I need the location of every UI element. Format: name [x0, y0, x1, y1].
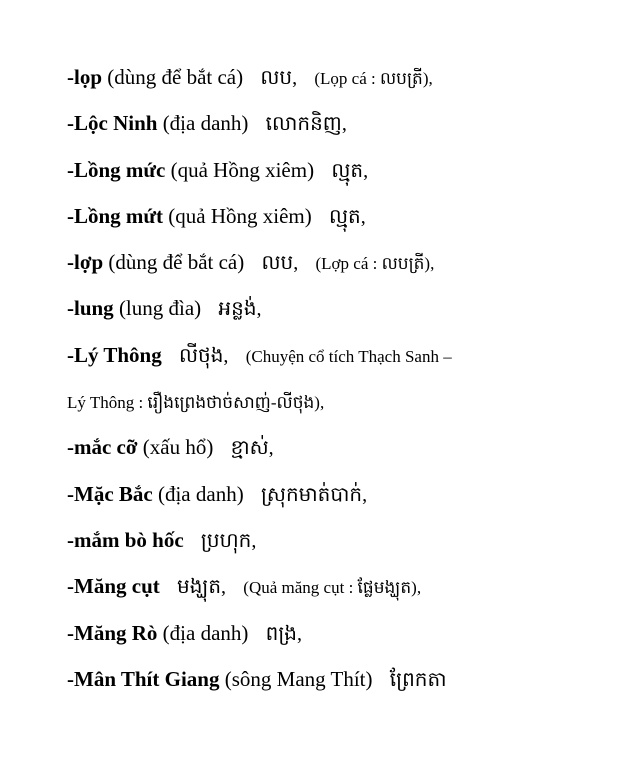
- entry-khmer: លប,: [261, 252, 299, 275]
- entry-headword: -Lồng mứt: [67, 203, 164, 228]
- entry-example: (Lợp cá : លបត្រី),: [315, 254, 435, 274]
- entry-gloss: (sông Mang Thít): [224, 666, 373, 691]
- entry-khmer: លោកនិញ,: [265, 113, 347, 136]
- entry-headword: -Mân Thít Giang: [67, 666, 220, 691]
- entry-khmer: មង្ឃុត,: [177, 576, 227, 599]
- entry-gloss: (địa danh): [157, 481, 244, 506]
- entry-headword: -lợp: [67, 250, 104, 275]
- entry-mac-co: [67, 428, 607, 474]
- entry-headword: -lung: [67, 296, 114, 321]
- entry-gloss: (xấu hổ): [142, 435, 214, 460]
- entry-ly-thong: [67, 336, 607, 382]
- entry-khmer: ល្មុត,: [331, 159, 369, 182]
- entry-lop: [67, 58, 607, 104]
- entry-khmer: ប្រហុក,: [200, 529, 257, 552]
- entry-headword: -Lồng mức: [67, 157, 166, 182]
- entry-mac-bac: [67, 475, 607, 521]
- entry-example: (Chuyện cổ tích Thạch Sanh –: [245, 346, 452, 366]
- entry-lung: [67, 289, 607, 335]
- entry-khmer: ព្រែកតា: [389, 668, 447, 691]
- entry-headword: -mắc cỡ: [67, 435, 138, 460]
- entry-khmer: លប,: [260, 67, 298, 89]
- dictionary-page: [67, 58, 607, 706]
- entry-khmer: អន្លង់,: [218, 298, 262, 321]
- entry-headword: -Măng cụt: [67, 574, 160, 599]
- entry-headword: -Lý Thông: [67, 342, 162, 367]
- entry-man-thit-giang: [67, 660, 607, 706]
- entry-gloss: (dùng để bắt cá): [108, 250, 245, 275]
- entry-khmer: ខ្មាស់,: [230, 437, 274, 460]
- entry-headword: -Măng Rò: [67, 620, 158, 645]
- entry-mang-cut: [67, 567, 607, 613]
- entry-ly-thong-continued: [67, 382, 607, 428]
- entry-example: (Quả măng cụt : ផ្លែមង្ឃុត),: [243, 578, 422, 598]
- entry-long-mut: [67, 197, 607, 243]
- entry-example: (Lọp cá : លបត្រី),: [314, 69, 433, 88]
- entry-gloss: (địa danh): [162, 111, 249, 136]
- entry-long-muc: [67, 151, 607, 197]
- entry-lop-2: [67, 243, 607, 289]
- entry-khmer: ល្មុត,: [329, 205, 366, 228]
- entry-gloss: (lung đìa): [118, 296, 202, 321]
- entry-headword: -mắm bò hốc: [67, 527, 184, 552]
- entry-headword: -lọp: [67, 65, 103, 89]
- entry-example: Lý Thông : រឿងព្រេងថាច់សាញ់-លីថុង),: [67, 393, 325, 413]
- entry-gloss: (quả Hồng xiêm): [168, 203, 312, 228]
- entry-mam-bo-hoc: [67, 521, 607, 567]
- entry-gloss: (địa danh): [162, 620, 249, 645]
- entry-mang-ro: [67, 614, 607, 660]
- entry-loc-ninh: [67, 104, 607, 150]
- entry-headword: -Lộc Ninh: [67, 111, 158, 136]
- entry-headword: -Mặc Bắc: [67, 481, 153, 506]
- entry-khmer: ស្រុកមាត់បាក់,: [260, 483, 368, 506]
- entry-gloss: (quả Hồng xiêm): [170, 157, 315, 182]
- entry-khmer: ពង្រ,: [265, 622, 302, 645]
- entry-khmer: លីថុង,: [179, 344, 229, 367]
- entry-gloss: (dùng để bắt cá): [107, 65, 244, 89]
